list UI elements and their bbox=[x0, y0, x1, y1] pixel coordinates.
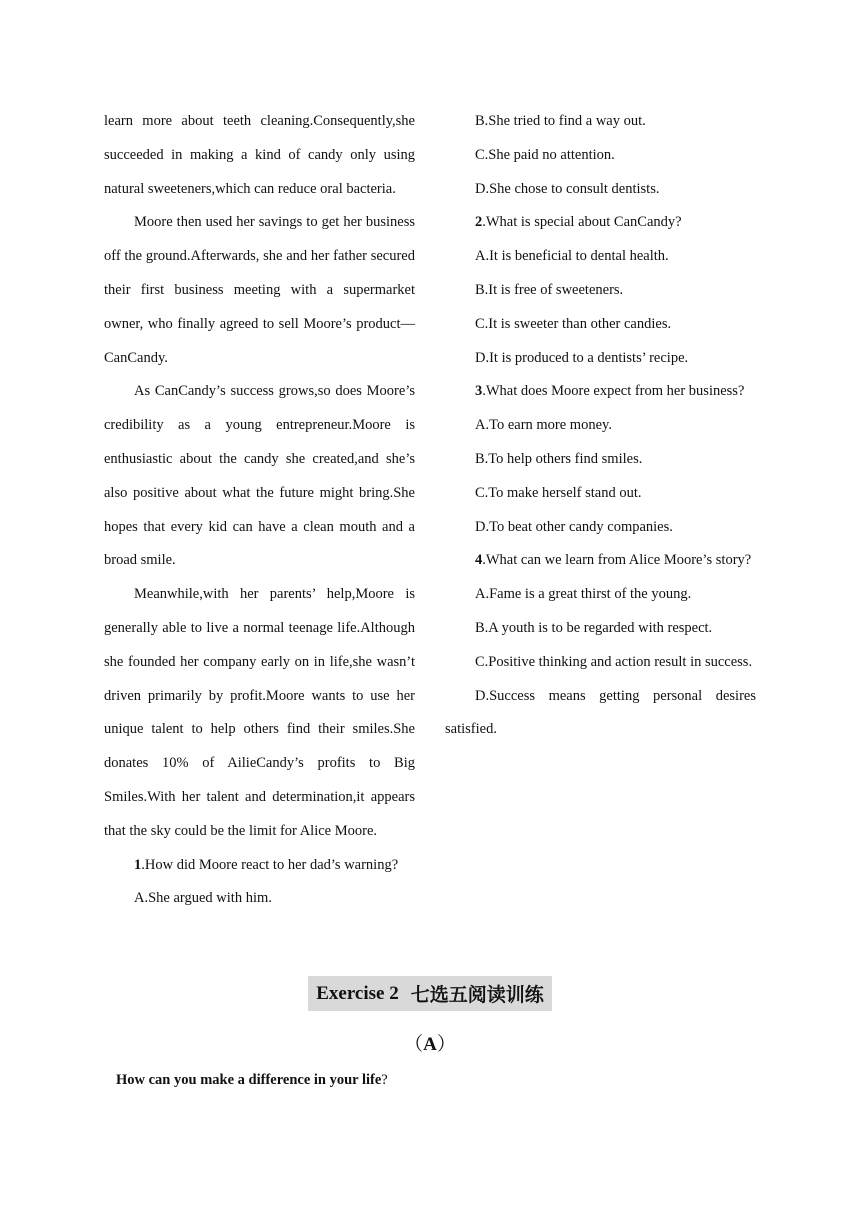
passage-paragraph: learn more about teeth cleaning.Consequently,she succeeded in making a kind of candy only using natural sweeteners,which can reduce oral bacteria. bbox=[104, 113, 415, 197]
question-2-option-b: B.It is free of sweeteners. bbox=[475, 281, 624, 298]
section-letter: A bbox=[423, 1034, 437, 1055]
question-2-option-d: D.It is produced to a dentists’ recipe. bbox=[475, 349, 689, 366]
question-1-option-a: A.She argued with him. bbox=[134, 890, 272, 907]
question-3 bbox=[445, 375, 756, 409]
section-close-paren: ） bbox=[436, 1033, 456, 1055]
exercise-title bbox=[308, 976, 552, 1011]
question-number: 1 bbox=[134, 856, 142, 873]
question-text: .How did Moore react to her dad’s warning? bbox=[141, 856, 399, 873]
question-4-option-c: C.Positive thinking and action result in success. bbox=[475, 653, 753, 670]
question-3-option-c: C.To make herself stand out. bbox=[475, 484, 642, 501]
question-3-option-b: B.To help others find smiles. bbox=[475, 450, 643, 467]
question-2-option-a: A.It is beneficial to dental health. bbox=[475, 248, 669, 265]
question-text: .What is special about CanCandy? bbox=[482, 214, 682, 231]
question-4-option-d: D.Success means getting personal desires satisfied. bbox=[445, 687, 756, 738]
passage-heading bbox=[116, 1072, 388, 1089]
question-1-option-d: D.She chose to consult dentists. bbox=[475, 180, 660, 197]
question-2 bbox=[445, 206, 756, 240]
question-4-option-b: B.A youth is to be regarded with respect. bbox=[475, 619, 713, 636]
question-1-option-b: B.She tried to find a way out. bbox=[475, 113, 646, 129]
question-number: 4 bbox=[475, 552, 483, 569]
question-1 bbox=[104, 849, 415, 883]
question-4 bbox=[445, 544, 756, 578]
passage-heading-text: How can you make a difference in your life bbox=[116, 1072, 382, 1088]
section-label bbox=[0, 1029, 860, 1056]
passage-heading-mark: ? bbox=[381, 1072, 388, 1088]
question-text: .What can we learn from Alice Moore’s story? bbox=[482, 552, 752, 569]
question-number: 3 bbox=[475, 383, 483, 400]
passage-paragraph: As CanCandy’s success grows,so does Moore’s credibility as a young entrepreneur.Moore is enthusiastic about the candy she created,and she’s also positive about what the future might bring.She hopes that every kid can have a clean mouth and a broad smile. bbox=[104, 383, 415, 569]
question-2-option-c: C.It is sweeter than other candies. bbox=[475, 315, 672, 332]
question-4-option-a: A.Fame is a great thirst of the young. bbox=[475, 586, 692, 603]
exercise-title-en: Exercise 2 bbox=[316, 982, 399, 1004]
passage-paragraph: Moore then used her savings to get her business off the ground.Afterwards, she and her father secured their first business meeting with a supermarket owner, who finally agreed to sell Moore’s product—CanCandy. bbox=[104, 214, 415, 366]
passage-paragraph: Meanwhile,with her parents’ help,Moore is generally able to live a normal teenage life.Although she founded her company early on in life,she wasn’t driven primarily by profit.Moore wants to use her unique talent to help others find their smiles.She donates 10% of AilieCandy’s profits to Big Smiles.With her talent and determination,it appears that the sky could be the limit for Alice Moore. bbox=[104, 586, 415, 839]
question-1-option-c: C.She paid no attention. bbox=[475, 146, 615, 163]
section-open-paren: （ bbox=[404, 1033, 424, 1055]
exercise-title-cn: 七选五阅读训练 bbox=[410, 984, 544, 1006]
right-column bbox=[445, 105, 756, 747]
question-number: 2 bbox=[475, 214, 483, 231]
question-text: .What does Moore expect from her business? bbox=[482, 383, 745, 400]
question-3-option-a: A.To earn more money. bbox=[475, 417, 612, 434]
question-3-option-d: D.To beat other candy companies. bbox=[475, 518, 673, 535]
left-column bbox=[104, 105, 415, 916]
